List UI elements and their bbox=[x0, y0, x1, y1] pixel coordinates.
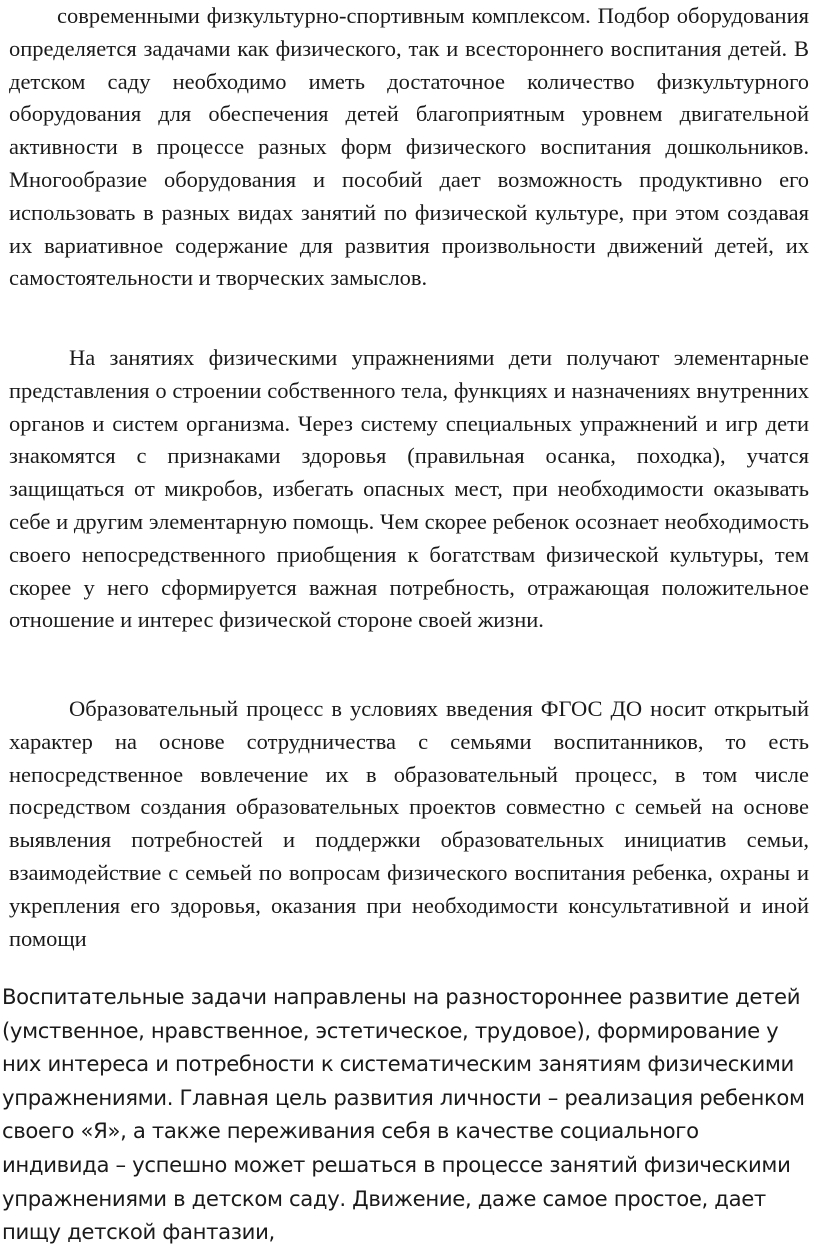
paragraph-exercise-knowledge: На занятиях физическими упражнениями дети получают элементарные представления о строении собственного тела, функциях и назначениях внутренних органов и систем организма. Через систему специальных упражнений и игр дети знакомятся с признаками здоровья (правильная осанка, походка), учатся защищаться от микробов, избегать опасных мест, при необходимости оказывать себе и другим элементарную помощь. Чем скорее ребенок осознает необходимость своего непосредственного приобщения к богатствам физической культуры, тем скорее у него сформируется важная потребность, отражающая положительное отношение и интерес физической стороне своей жизни. bbox=[9, 345, 809, 633]
paragraph-educational-process: Образовательный процесс в условиях введения ФГОС ДО носит открытый характер на основе сотрудничества с семьями воспитанников, то есть непосредственное вовлечение их в образовательный процесс, в том числе посредством создания образовательных проектов совместно с семьей на основе выявления потребностей и поддержки образовательных инициатив семьи, взаимодействие с семьей по вопросам физического воспитания ребенка, охраны и укрепления его здоровья, оказания при необходимости консультативной и иной помощи bbox=[9, 696, 809, 951]
paragraph-upbringing-tasks: Воспитательные задачи направлены на разностороннее развитие детей (умственное, нравственное, эстетическое, трудовое), формирование у них интереса и потребности к систематическим занятиям физическими упражнениями. Главная цель развития личности – реализация ребенком своего «Я», а также переживания себя в качестве социального индивида – успешно может решаться в процессе занятий физическими упражнениями в детском саду. Движение, даже самое простое, дает пищу детской фантазии, bbox=[2, 984, 805, 1245]
paragraph-equipment: современными физкультурно-спортивным комплексом. Подбор оборудования определяется задачами как физического, так и всестороннего воспитания детей. В детском саду необходимо иметь достаточное количество физкультурного оборудования для обеспечения детей благоприятным уровнем двигательной активности в процессе разных форм физического воспитания дошкольников. Многообразие оборудования и пособий дает возможность продуктивно его использовать в разных видах занятий по физической культуре, при этом создавая их вариативное содержание для развития произвольности движений детей, их самостоятельности и творческих замыслов. bbox=[9, 3, 809, 291]
